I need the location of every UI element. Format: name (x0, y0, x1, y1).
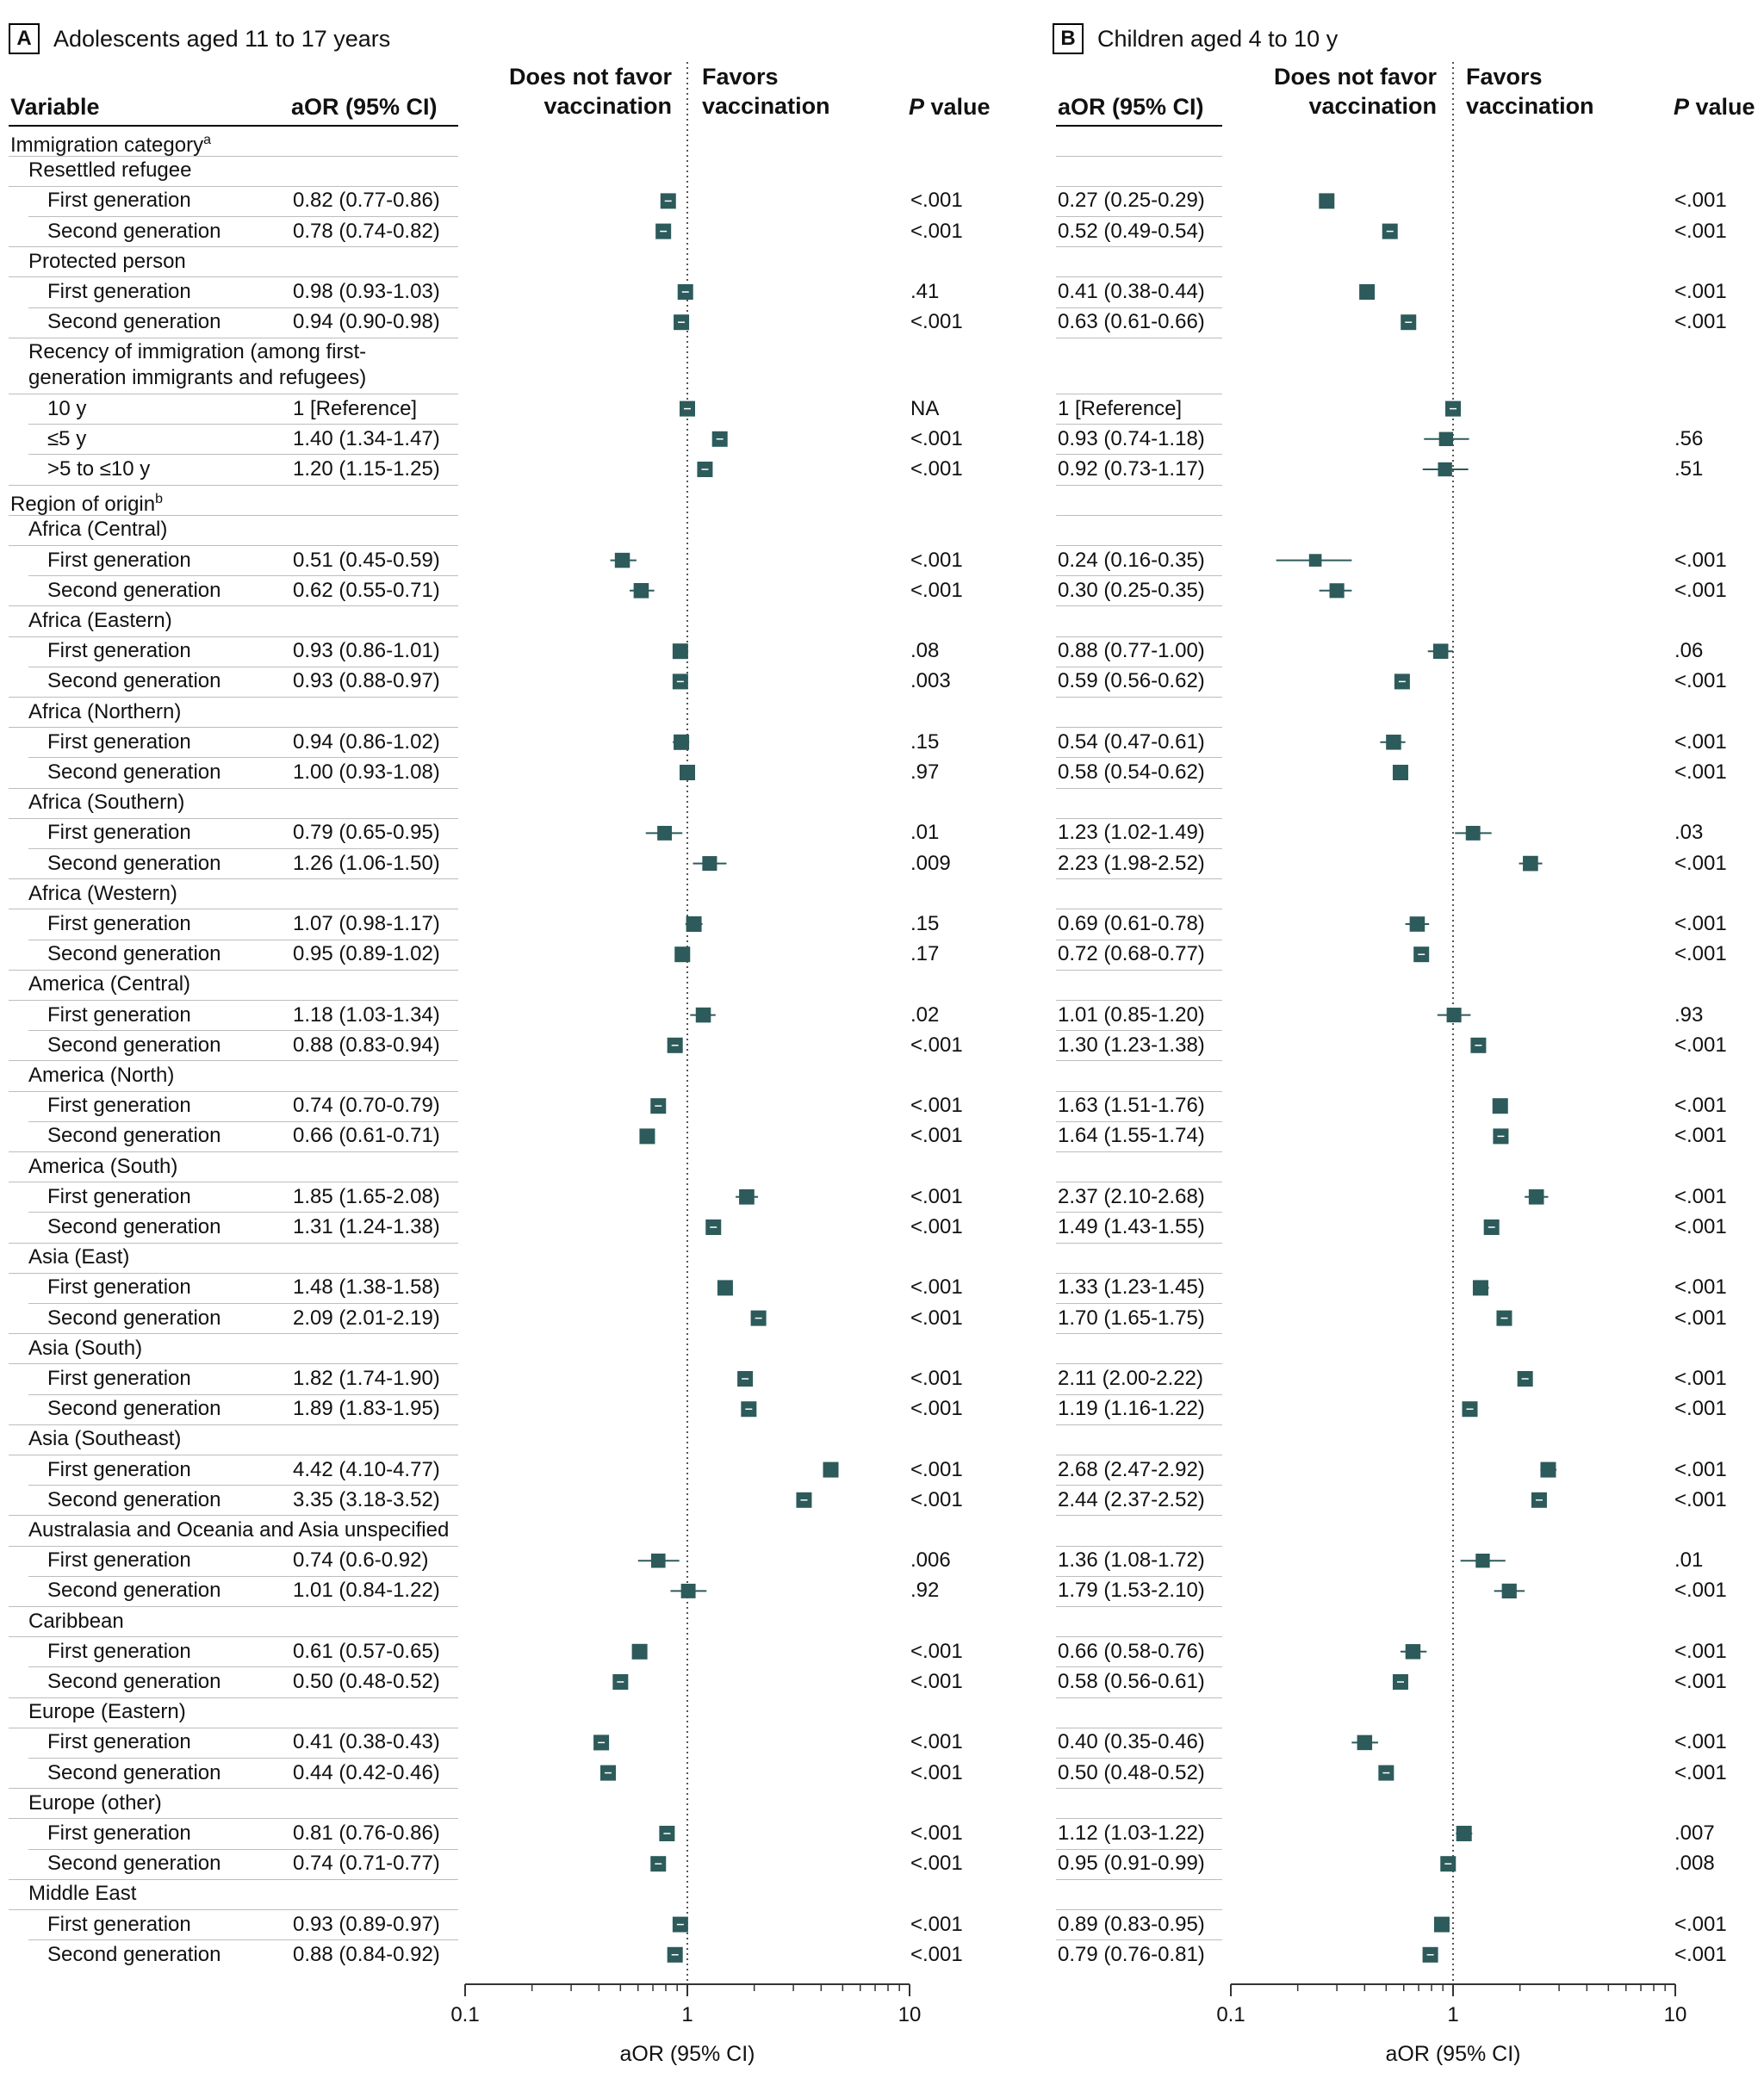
panel-a-aor-value: 2.09 (2.01-2.19) (293, 1306, 440, 1330)
panel-b-point-estimate (1357, 1735, 1372, 1750)
panel-b-p-value: <.001 (1674, 1487, 1727, 1511)
row-label: Second generation (47, 1760, 221, 1784)
row-label: Second generation (47, 760, 221, 784)
row-label: Second generation (47, 1215, 221, 1238)
panel-a-point-estimate (717, 1280, 733, 1295)
row-label: First generation (47, 729, 191, 754)
panel-a-aor-value: 0.74 (0.71-0.77) (293, 1852, 440, 1876)
panel-b-point-estimate (1386, 735, 1401, 750)
section-heading: Immigration category$^a$ (10, 133, 211, 157)
panel-a-aor-value: 1.89 (1.83-1.95) (293, 1397, 440, 1421)
panel-a-aor-value: 1.85 (1.65-2.08) (293, 1184, 440, 1208)
panel-b-aor-value: 1.64 (1.55-1.74) (1058, 1124, 1205, 1148)
panel-a-aor-value: 1.40 (1.34-1.47) (293, 426, 440, 450)
panel-b-p-value: <.001 (1674, 548, 1727, 572)
row-label: First generation (47, 548, 191, 572)
panel-a-p-value: <.001 (910, 1487, 963, 1511)
panel-b-p-value: <.001 (1674, 1730, 1727, 1754)
panel-a-aor-value: 1.48 (1.38-1.58) (293, 1275, 440, 1300)
panel-a-point-estimate (639, 1128, 655, 1144)
row-label: Second generation (47, 578, 221, 602)
panel-a-p-value: .97 (910, 760, 940, 784)
panel-b-aor-value: 1.12 (1.03-1.22) (1058, 1821, 1205, 1845)
panel-b-aor-value: 1.23 (1.02-1.49) (1058, 821, 1205, 845)
panel-b-aor-value: 1.30 (1.23-1.38) (1058, 1033, 1205, 1057)
panel-b-p-value: <.001 (1674, 1942, 1727, 1966)
panel-a-aor-value: 1.18 (1.03-1.34) (293, 1002, 440, 1027)
panel-b-favor-line2: vaccination (1466, 93, 1594, 119)
panel-a-p-value: .92 (910, 1579, 940, 1603)
panel-b-aor-value: 0.95 (0.91-0.99) (1058, 1852, 1205, 1876)
panel-b-aor-value: 0.93 (0.74-1.18) (1058, 426, 1205, 450)
row-label: First generation (47, 1094, 191, 1118)
panel-a-aor-value: 0.81 (0.76-0.86) (293, 1821, 440, 1845)
panel-a-p-value: <.001 (910, 548, 963, 572)
row-label: Second generation (47, 310, 221, 334)
panel-a-aor-value: 1.00 (0.93-1.08) (293, 760, 440, 784)
panel-a-p-value: <.001 (910, 578, 963, 602)
group-label: Caribbean (28, 1609, 124, 1633)
group-label: Europe (other) (28, 1790, 162, 1815)
group-label: Africa (Western) (28, 881, 177, 905)
panel-b-aor-value: 0.30 (0.25-0.35) (1058, 578, 1205, 602)
panel-b-p-value: .007 (1674, 1821, 1715, 1845)
panel-a-p-value: <.001 (910, 1942, 963, 1966)
panel-b-point-estimate (1439, 432, 1453, 446)
row-label: Second generation (47, 1579, 221, 1603)
panel-a-aor-value: 0.51 (0.45-0.59) (293, 548, 440, 572)
panel-a-aor-value: 0.93 (0.89-0.97) (293, 1912, 440, 1936)
panel-a-p-value: .08 (910, 639, 940, 663)
row-label: Second generation (47, 1397, 221, 1421)
panel-a-point-estimate (615, 553, 630, 568)
panel-a-p-value: .003 (910, 669, 951, 693)
panel-b-aor-value: 0.79 (0.76-0.81) (1058, 1942, 1205, 1966)
group-label: Australasia and Oceania and Asia unspecified (28, 1518, 450, 1542)
panel-b-p-value: .06 (1674, 639, 1704, 663)
row-label: First generation (47, 189, 191, 213)
panel-a-p-value: <.001 (910, 1912, 963, 1936)
row-label: First generation (47, 1912, 191, 1936)
panel-b-p-value: <.001 (1674, 1215, 1727, 1238)
variable-header: Variable (10, 94, 100, 120)
panel-b-aor-value: 1.70 (1.65-1.75) (1058, 1306, 1205, 1330)
panel-b-point-estimate (1447, 1008, 1462, 1022)
panel-a-p-value: <.001 (910, 1397, 963, 1421)
row-label: ≤5 y (47, 426, 87, 450)
panel-a-aor-value: 0.98 (0.93-1.03) (293, 280, 440, 303)
panel-b-aor-value: 2.23 (1.98-2.52) (1058, 851, 1205, 875)
panel-b-aor-value: 0.58 (0.56-0.61) (1058, 1670, 1205, 1693)
panel-b-p-value: <.001 (1674, 1579, 1727, 1603)
panel-a-tick-label: 10 (898, 2003, 922, 2026)
row-label: Second generation (47, 942, 221, 966)
panel-b-p-value: .01 (1674, 1548, 1704, 1573)
panel-b-p-value: <.001 (1674, 1275, 1727, 1300)
panel-b-point-estimate (1473, 1280, 1488, 1295)
row-label: Second generation (47, 669, 221, 693)
panel-a-aor-value: 4.42 (4.10-4.77) (293, 1457, 440, 1481)
section-heading: Region of origin$^b$ (10, 492, 164, 517)
row-label: First generation (47, 1457, 191, 1481)
row-label: >5 to ≤10 y (47, 457, 151, 481)
panel-a-p-value: .01 (910, 821, 940, 845)
panel-a-p-value: <.001 (910, 310, 963, 334)
panel-a-point-estimate (634, 583, 649, 599)
panel-b-p-value: <.001 (1674, 669, 1727, 693)
panel-b-aor-value: 0.52 (0.49-0.54) (1058, 219, 1205, 243)
group-label: Protected person (28, 249, 186, 273)
panel-b-point-estimate (1438, 462, 1451, 476)
row-label: Second generation (47, 1033, 221, 1057)
panel-b-aor-value: 0.63 (0.61-0.66) (1058, 310, 1205, 334)
panel-a-p-value: <.001 (910, 1215, 963, 1238)
group-label: Africa (Northern) (28, 699, 182, 723)
panel-b-p-value: <.001 (1674, 1124, 1727, 1148)
panel-b-point-estimate (1502, 1584, 1517, 1598)
panel-b-p-suffix: value (1689, 94, 1755, 120)
section-heading-footnote-mark: a (203, 133, 211, 147)
row-label: Second generation (47, 1942, 221, 1966)
panel-a-p-value: <.001 (910, 1639, 963, 1663)
panel-a-favor-line1: Favors (702, 64, 779, 90)
panel-b-aor-value: 0.40 (0.35-0.46) (1058, 1730, 1205, 1754)
group-label: Africa (Southern) (28, 791, 185, 815)
panel-b-p-value: <.001 (1674, 760, 1727, 784)
panel-a-p-value: .15 (910, 729, 940, 754)
panel-a-not-favor-line1: Does not favor (508, 64, 672, 90)
panel-a-p-value: <.001 (910, 1184, 963, 1208)
panel-b-aor-value: 0.66 (0.58-0.76) (1058, 1639, 1205, 1663)
panel-a-aor-header: aOR (95% CI) (291, 94, 438, 120)
panel-b-tick-label: 0.1 (1216, 2003, 1245, 2026)
panel-a-p-value: .15 (910, 912, 940, 935)
panel-a-aor-value: 0.93 (0.88-0.97) (293, 669, 440, 693)
panel-b-p-value: <.001 (1674, 1912, 1727, 1936)
panel-b-aor-value: 0.89 (0.83-0.95) (1058, 1912, 1205, 1936)
panel-a-aor-value: 0.78 (0.74-0.82) (293, 219, 440, 243)
panel-b-point-estimate (1309, 554, 1322, 567)
panel-a-aor-value: 0.82 (0.77-0.86) (293, 189, 440, 213)
row-label: 10 y (47, 396, 87, 420)
panel-a-p-value: NA (910, 396, 940, 420)
panel-b-aor-value: 1.01 (0.85-1.20) (1058, 1002, 1205, 1027)
panel-a-p-value: <.001 (910, 1821, 963, 1845)
panel-a-aor-value: 0.62 (0.55-0.71) (293, 578, 440, 602)
panel-b-aor-value: 0.58 (0.54-0.62) (1058, 760, 1205, 784)
panel-a-aor-value: 0.79 (0.65-0.95) (293, 821, 440, 845)
panel-b-point-estimate (1493, 1098, 1508, 1114)
panel-b-p-value: <.001 (1674, 310, 1727, 334)
panel-b-aor-value: 2.44 (2.37-2.52) (1058, 1487, 1205, 1511)
panel-b-p-value: <.001 (1674, 1760, 1727, 1784)
panel-b-p-value: <.001 (1674, 219, 1727, 243)
panel-a-aor-value: 0.94 (0.86-1.02) (293, 729, 440, 754)
panel-b-point-estimate (1529, 1189, 1544, 1205)
panel-b-p-value: .93 (1674, 1002, 1704, 1027)
row-label: First generation (47, 912, 191, 935)
group-label: Asia (South) (28, 1336, 143, 1360)
panel-b-point-estimate (1457, 1826, 1472, 1841)
panel-a-p-value: <.001 (910, 457, 963, 481)
panel-a-title: Adolescents aged 11 to 17 years (53, 25, 391, 52)
panel-a-aor-value: 1.26 (1.06-1.50) (293, 851, 440, 875)
panel-a-point-estimate (739, 1189, 755, 1205)
panel-b-point-estimate (1466, 826, 1481, 841)
panel-a-point-estimate (823, 1462, 839, 1478)
panel-b-aor-header: aOR (95% CI) (1058, 94, 1204, 120)
panel-b-p-value: <.001 (1674, 1033, 1727, 1057)
panel-b-point-estimate (1433, 643, 1449, 659)
panel-b-aor-value: 0.69 (0.61-0.78) (1058, 912, 1205, 935)
panel-b-p-value: <.001 (1674, 1367, 1727, 1390)
panel-b-p-value: .03 (1674, 821, 1704, 845)
panel-a-p-value: <.001 (910, 1275, 963, 1300)
panel-b-point-estimate (1330, 583, 1345, 598)
panel-a-aor-value: 0.74 (0.70-0.79) (293, 1094, 440, 1118)
group-label: Resettled refugee (28, 158, 192, 183)
panel-b-aor-value: 1.79 (1.53-2.10) (1058, 1579, 1205, 1603)
row-label: Second generation (47, 219, 221, 243)
row-label: Second generation (47, 1487, 221, 1511)
panel-a-aor-value: 0.94 (0.90-0.98) (293, 310, 440, 334)
row-label: First generation (47, 639, 191, 663)
panel-a-point-estimate (657, 826, 672, 841)
panel-a-aor-value: 0.88 (0.83-0.94) (293, 1033, 440, 1057)
row-label: First generation (47, 821, 191, 845)
group-label: America (North) (28, 1064, 175, 1087)
section-heading-footnote-mark: b (155, 492, 164, 507)
panel-a-p-value: <.001 (910, 1033, 963, 1057)
panel-a-point-estimate (681, 1584, 696, 1598)
panel-a-p-value: <.001 (910, 426, 963, 450)
row-label: First generation (47, 280, 191, 303)
group-label: Asia (Southeast) (28, 1427, 182, 1451)
panel-a-aor-value: 0.93 (0.86-1.01) (293, 639, 440, 663)
panel-a-point-estimate (680, 765, 695, 780)
row-label: First generation (47, 1367, 191, 1390)
panel-a-aor-value: 1.82 (1.74-1.90) (293, 1367, 440, 1390)
panel-b-point-estimate (1406, 1644, 1420, 1659)
panel-a-aor-value: 1.31 (1.24-1.38) (293, 1215, 440, 1238)
panel-b-aor-value: 0.59 (0.56-0.62) (1058, 669, 1205, 693)
panel-a-aor-value: 0.66 (0.61-0.71) (293, 1124, 440, 1148)
panel-b-p-value: <.001 (1674, 280, 1727, 303)
panel-b-letter: B (1053, 23, 1084, 54)
panel-a-point-estimate (674, 735, 689, 750)
panel-a-aor-value: 0.41 (0.38-0.43) (293, 1730, 440, 1754)
panel-b-x-axis-label: aOR (95% CI) (1385, 2042, 1521, 2066)
panel-a-point-estimate (686, 916, 702, 932)
panel-a-p-value: .009 (910, 851, 951, 875)
panel-a-p-value: <.001 (910, 1760, 963, 1784)
panel-b-p-value: <.001 (1674, 1457, 1727, 1481)
panel-a-p-value: .41 (910, 280, 940, 303)
panel-a-p-value: .02 (910, 1002, 940, 1027)
panel-b-p-value: <.001 (1674, 1639, 1727, 1663)
panel-b-point-estimate (1410, 916, 1425, 932)
panel-a-aor-value: 3.35 (3.18-3.52) (293, 1487, 440, 1511)
panel-b-aor-value: 0.24 (0.16-0.35) (1058, 548, 1205, 572)
panel-b-p-value: <.001 (1674, 729, 1727, 754)
row-label: First generation (47, 1548, 191, 1573)
panel-b-point-estimate (1434, 1917, 1450, 1933)
panel-a-p-suffix: value (924, 94, 991, 120)
panel-a-aor-value: 0.95 (0.89-1.02) (293, 942, 440, 966)
panel-b-point-estimate (1319, 193, 1334, 208)
row-label: First generation (47, 1821, 191, 1845)
panel-b-p-value: .008 (1674, 1852, 1715, 1876)
panel-a-p-value: <.001 (910, 1306, 963, 1330)
panel-a-aor-value: 0.44 (0.42-0.46) (293, 1760, 440, 1784)
panel-b-aor-value: 0.72 (0.68-0.77) (1058, 942, 1205, 966)
panel-b-aor-value: 1.49 (1.43-1.55) (1058, 1215, 1205, 1238)
panel-b-not-favor-line2: vaccination (1308, 93, 1437, 119)
group-label: Africa (Central) (28, 518, 168, 542)
panel-a-point-estimate (673, 643, 688, 659)
panel-b-point-estimate (1359, 284, 1375, 300)
panel-b-not-favor-line1: Does not favor (1273, 64, 1437, 90)
panel-b-point-estimate (1540, 1462, 1556, 1478)
group-label: America (Central) (28, 972, 191, 996)
group-label: Middle East (28, 1882, 137, 1906)
row-label: First generation (47, 1730, 191, 1754)
panel-b-aor-value: 0.27 (0.25-0.29) (1058, 189, 1205, 213)
panel-a-aor-value: 1.01 (0.84-1.22) (293, 1579, 440, 1603)
panel-a-p-value: <.001 (910, 1670, 963, 1693)
panel-b-aor-value: 1 [Reference] (1058, 396, 1183, 420)
panel-a-x-axis-label: aOR (95% CI) (619, 2042, 755, 2066)
panel-a-p-value: <.001 (910, 1852, 963, 1876)
panel-b-p-value: <.001 (1674, 1306, 1727, 1330)
panel-b-tick-label: 1 (1447, 2003, 1459, 2026)
panel-b-aor-value: 0.54 (0.47-0.61) (1058, 729, 1205, 754)
group-label: Europe (Eastern) (28, 1700, 186, 1724)
panel-b-p-value: <.001 (1674, 942, 1727, 966)
panel-b-p-value: <.001 (1674, 1397, 1727, 1421)
panel-b-point-estimate (1393, 765, 1408, 780)
panel-a-point-estimate (674, 946, 690, 962)
panel-a-p-value: <.001 (910, 1367, 963, 1390)
panel-b-p-value: <.001 (1674, 1670, 1727, 1693)
panel-b-tick-label: 10 (1663, 2003, 1687, 2026)
panel-b-aor-value: 1.19 (1.16-1.22) (1058, 1397, 1205, 1421)
row-label: Second generation (47, 1852, 221, 1876)
row-label: First generation (47, 1184, 191, 1208)
panel-b-aor-value: 0.41 (0.38-0.44) (1058, 280, 1205, 303)
panel-b-p-value: .51 (1674, 457, 1704, 481)
row-label: First generation (47, 1002, 191, 1027)
panel-b-aor-value: 2.68 (2.47-2.92) (1058, 1457, 1205, 1481)
row-label: Recency of immigration (among first- (28, 340, 367, 364)
panel-b-title: Children aged 4 to 10 y (1097, 25, 1339, 52)
panel-a-aor-value: 1 [Reference] (293, 396, 418, 420)
panel-a-aor-value: 1.07 (0.98-1.17) (293, 912, 440, 935)
panel-a-p-value: .17 (910, 942, 940, 966)
group-label: America (South) (28, 1154, 178, 1178)
row-label-continued: generation immigrants and refugees) (28, 366, 367, 390)
panel-b-p-value: <.001 (1674, 1094, 1727, 1118)
panel-a-favor-line2: vaccination (702, 93, 830, 119)
panel-b-aor-value: 1.36 (1.08-1.72) (1058, 1548, 1205, 1573)
panel-b-aor-value: 1.33 (1.23-1.45) (1058, 1275, 1205, 1300)
panel-a-aor-value: 0.61 (0.57-0.65) (293, 1639, 440, 1663)
row-label: Second generation (47, 851, 221, 875)
panel-a-tick-label: 1 (681, 2003, 693, 2026)
panel-a-point-estimate (632, 1644, 648, 1660)
panel-a-aor-value: 1.20 (1.15-1.25) (293, 457, 440, 481)
panel-b-aor-value: 0.92 (0.73-1.17) (1058, 457, 1205, 481)
panel-a-aor-value: 0.74 (0.6-0.92) (293, 1548, 429, 1573)
row-label: Second generation (47, 1306, 221, 1330)
panel-b-aor-value: 0.88 (0.77-1.00) (1058, 639, 1205, 663)
panel-b-p-value: <.001 (1674, 578, 1727, 602)
panel-b-favor-line1: Favors (1466, 64, 1543, 90)
panel-a-p-value: <.001 (910, 1124, 963, 1148)
panel-a-point-estimate (651, 1554, 666, 1568)
panel-a-not-favor-line2: vaccination (543, 93, 672, 119)
panel-a-p-value: <.001 (910, 189, 963, 213)
row-label: Second generation (47, 1670, 221, 1693)
panel-b-aor-value: 0.50 (0.48-0.52) (1058, 1760, 1205, 1784)
panel-b-aor-value: 2.37 (2.10-2.68) (1058, 1184, 1205, 1208)
panel-b-p-value: <.001 (1674, 912, 1727, 935)
panel-b-point-estimate (1475, 1554, 1489, 1567)
panel-a-letter: A (9, 23, 40, 54)
group-label: Africa (Eastern) (28, 609, 172, 632)
panel-b-aor-value: 2.11 (2.00-2.22) (1058, 1367, 1203, 1390)
panel-b-p-value: <.001 (1674, 189, 1727, 213)
panel-a-p-italic: P (909, 94, 925, 120)
panel-b-p-italic: P (1674, 94, 1690, 120)
panel-b-p-value: <.001 (1674, 1184, 1727, 1208)
panel-a-point-estimate (696, 1008, 711, 1023)
row-label: Second generation (47, 1124, 221, 1148)
panel-a-p-value: <.001 (910, 219, 963, 243)
row-label: First generation (47, 1275, 191, 1300)
panel-a-p-value: .006 (910, 1548, 951, 1573)
group-label: Asia (East) (28, 1245, 130, 1269)
panel-b-p-value: <.001 (1674, 851, 1727, 875)
panel-a-point-estimate (702, 856, 717, 871)
panel-b-p-value: .56 (1674, 426, 1704, 450)
row-label: First generation (47, 1639, 191, 1663)
panel-a-p-value: <.001 (910, 1457, 963, 1481)
panel-a-aor-value: 0.50 (0.48-0.52) (293, 1670, 440, 1693)
panel-b-point-estimate (1523, 856, 1538, 872)
panel-a-p-value: <.001 (910, 1094, 963, 1118)
panel-b-aor-value: 1.63 (1.51-1.76) (1058, 1094, 1205, 1118)
panel-a-tick-label: 0.1 (450, 2003, 480, 2026)
panel-a-p-value: <.001 (910, 1730, 963, 1754)
panel-a-aor-value: 0.88 (0.84-0.92) (293, 1942, 440, 1966)
